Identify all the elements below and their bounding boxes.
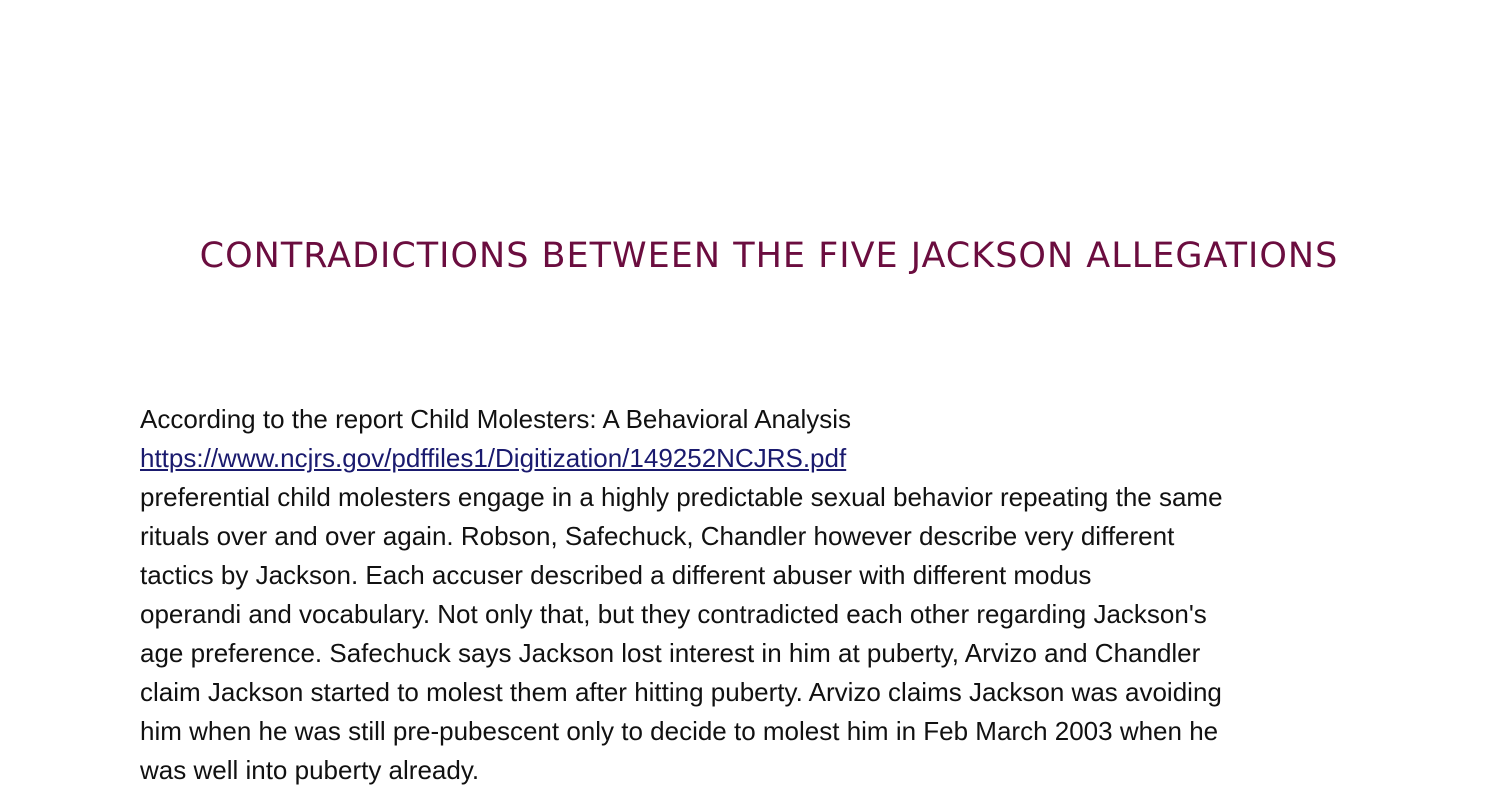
body-line: age preference. Safechuck says Jackson lost interest in him at puberty, Arvizo and Chandler bbox=[140, 638, 1201, 668]
intro-line: According to the report Child Molesters: A Behavioral Analysis bbox=[140, 404, 852, 434]
body-paragraph bbox=[140, 400, 1375, 790]
report-link[interactable]: https://www.ncjrs.gov/pdffiles1/Digitization/149252NCJRS.pdf bbox=[140, 443, 847, 473]
body-line: him when he was still pre-pubescent only to decide to molest him in Feb March 2003 when he bbox=[140, 716, 1219, 746]
body-line: was well into puberty already. bbox=[140, 755, 480, 785]
page-title: CONTRADICTIONS BETWEEN THE FIVE JACKSON ALLEGATIONS bbox=[199, 236, 1339, 276]
body-line: operandi and vocabulary. Not only that, but they contradicted each other regarding Jackson's bbox=[140, 599, 1207, 629]
body-line: claim Jackson started to molest them after hitting puberty. Arvizo claims Jackson was avoiding bbox=[140, 677, 1222, 707]
body-line: tactics by Jackson. Each accuser described a different abuser with different modus bbox=[140, 560, 1092, 590]
body-line: rituals over and over again. Robson, Safechuck, Chandler however describe very different bbox=[140, 521, 1175, 551]
body-line: preferential child molesters engage in a highly predictable sexual behavior repeating the same bbox=[140, 482, 1223, 512]
